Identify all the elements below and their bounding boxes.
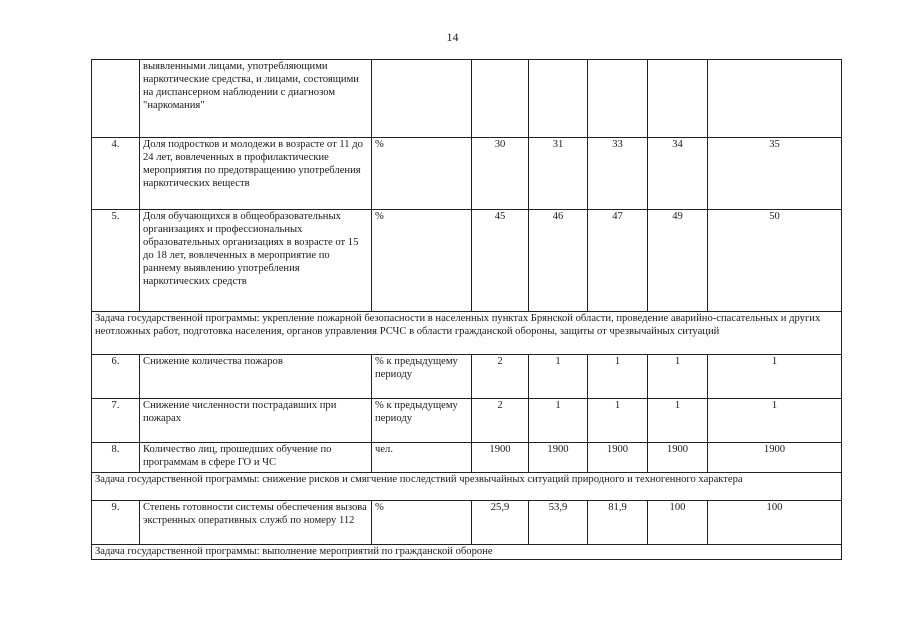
value-cell: 1900 bbox=[648, 443, 708, 473]
row-number: 9. bbox=[92, 501, 140, 545]
task-row bbox=[92, 312, 842, 355]
value-cell: 1900 bbox=[588, 443, 648, 473]
table-row bbox=[92, 138, 842, 210]
value-cell: 31 bbox=[529, 138, 588, 210]
task-row bbox=[92, 473, 842, 501]
value-cell: 1900 bbox=[708, 443, 842, 473]
table-row bbox=[92, 355, 842, 399]
value-cell: 46 bbox=[529, 210, 588, 312]
indicator-name: Доля подростков и молодежи в возрасте от 11 до 24 лет, вовлеченных в профилактические мероприятия по предотвращению употребления наркотических веществ bbox=[140, 138, 372, 210]
table-row bbox=[92, 443, 842, 473]
value-cell: 81,9 bbox=[588, 501, 648, 545]
value-cell: 1 bbox=[648, 355, 708, 399]
unit-cell: % bbox=[372, 138, 472, 210]
value-cell: 25,9 bbox=[472, 501, 529, 545]
unit-cell: % bbox=[372, 501, 472, 545]
table-row bbox=[92, 501, 842, 545]
unit-cell: чел. bbox=[372, 443, 472, 473]
value-cell: 50 bbox=[708, 210, 842, 312]
value-cell: 53,9 bbox=[529, 501, 588, 545]
value-cell: 49 bbox=[648, 210, 708, 312]
value-cell: 1 bbox=[588, 355, 648, 399]
row-number: 5. bbox=[92, 210, 140, 312]
value-cell: 34 bbox=[648, 138, 708, 210]
row-number: 7. bbox=[92, 399, 140, 443]
indicator-name: Снижение численности пострадавших при пожарах bbox=[140, 399, 372, 443]
value-cell bbox=[472, 60, 529, 138]
value-cell: 1 bbox=[529, 399, 588, 443]
value-cell: 100 bbox=[648, 501, 708, 545]
page-number: 14 bbox=[446, 30, 459, 44]
value-cell: 1900 bbox=[472, 443, 529, 473]
value-cell: 1 bbox=[708, 399, 842, 443]
task-heading: Задача государственной программы: выполнение мероприятий по гражданской обороне bbox=[92, 545, 842, 560]
value-cell: 30 bbox=[472, 138, 529, 210]
value-cell: 1900 bbox=[529, 443, 588, 473]
indicator-name: Доля обучающихся в общеобразовательных организациях и профессиональных образовательных организациях в возрасте от 15 до 18 лет, вовлеченных в мероприятие по раннему выявлению употребления наркотических средств bbox=[140, 210, 372, 312]
unit-cell: % к предыдущему периоду bbox=[372, 355, 472, 399]
unit-cell: % bbox=[372, 210, 472, 312]
value-cell bbox=[588, 60, 648, 138]
value-cell: 2 bbox=[472, 399, 529, 443]
value-cell bbox=[648, 60, 708, 138]
value-cell: 100 bbox=[708, 501, 842, 545]
value-cell: 1 bbox=[529, 355, 588, 399]
value-cell: 35 bbox=[708, 138, 842, 210]
value-cell: 1 bbox=[708, 355, 842, 399]
value-cell: 47 bbox=[588, 210, 648, 312]
indicator-name: Снижение количества пожаров bbox=[140, 355, 372, 399]
indicator-name: выявленными лицами, употребляющими наркотические средства, и лицами, состоящими на диспансерном наблюдении с диагнозом "наркомания" bbox=[140, 60, 372, 138]
table-row bbox=[92, 210, 842, 312]
row-number bbox=[92, 60, 140, 138]
value-cell: 1 bbox=[588, 399, 648, 443]
value-cell: 33 bbox=[588, 138, 648, 210]
task-heading: Задача государственной программы: снижение рисков и смягчение последствий чрезвычайных ситуаций природного и техногенного характера bbox=[92, 473, 842, 501]
indicators-table bbox=[91, 59, 842, 560]
value-cell bbox=[708, 60, 842, 138]
task-heading: Задача государственной программы: укрепление пожарной безопасности в населенных пунктах Брянской области, проведение аварийно-спасательных и других неотложных работ, подготовка населения, органов управления РСЧС в области гражданской обороны, защиты от чрезвычайных ситуаций bbox=[92, 312, 842, 355]
table-row bbox=[92, 399, 842, 443]
unit-cell: % к предыдущему периоду bbox=[372, 399, 472, 443]
row-number: 8. bbox=[92, 443, 140, 473]
row-number: 4. bbox=[92, 138, 140, 210]
task-row bbox=[92, 545, 842, 560]
value-cell: 1 bbox=[648, 399, 708, 443]
value-cell: 45 bbox=[472, 210, 529, 312]
unit-cell bbox=[372, 60, 472, 138]
indicator-name: Степень готовности системы обеспечения вызова экстренных оперативных служб по номеру 112 bbox=[140, 501, 372, 545]
table-row bbox=[92, 60, 842, 138]
value-cell bbox=[529, 60, 588, 138]
value-cell: 2 bbox=[472, 355, 529, 399]
indicator-name: Количество лиц, прошедших обучение по программам в сфере ГО и ЧС bbox=[140, 443, 372, 473]
row-number: 6. bbox=[92, 355, 140, 399]
